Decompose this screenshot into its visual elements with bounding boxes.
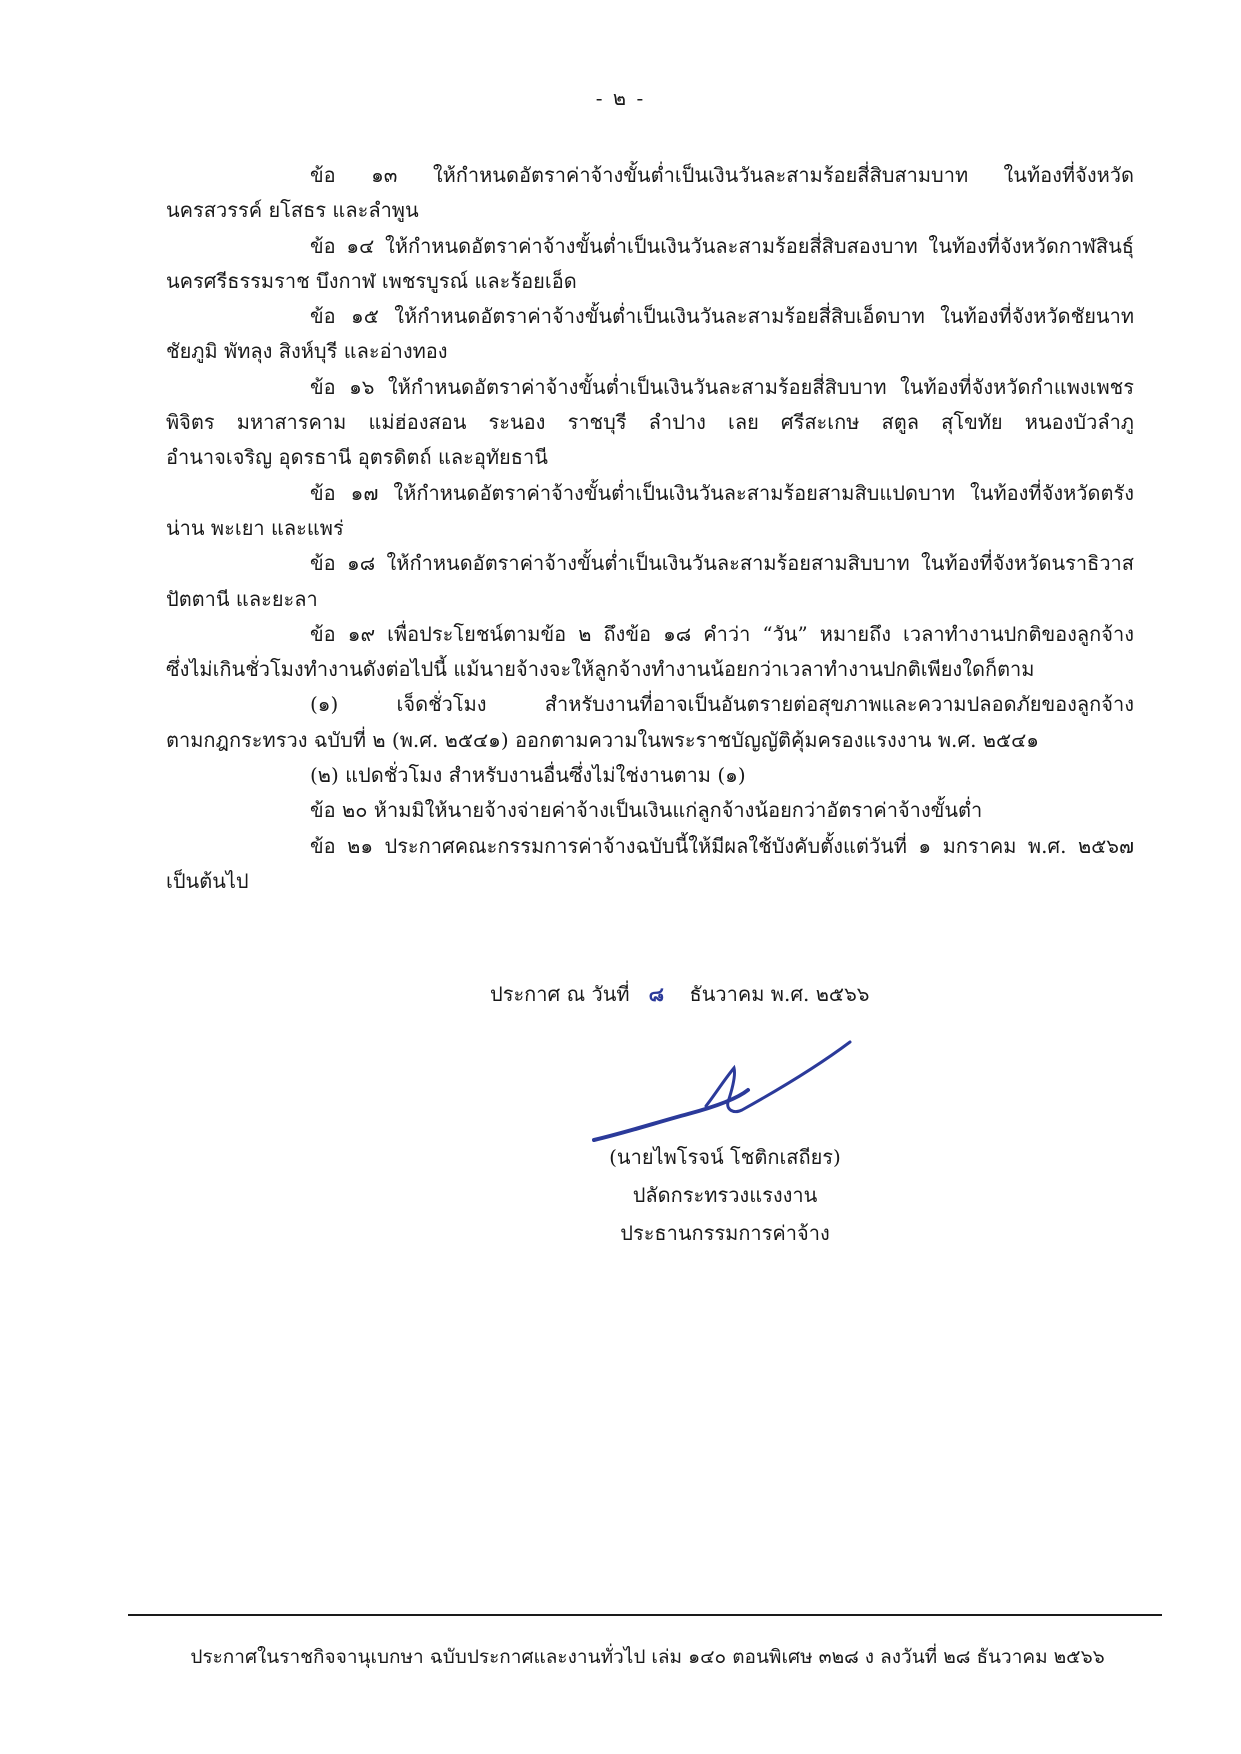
clause-15-line-1: ข้อ ๑๕ ให้กำหนดอัตราค่าจ้างขั้นต่ำเป็นเงินวันละสามร้อยสี่สิบเอ็ดบาท ในท้องที่จังหวัดชัยนาท bbox=[310, 304, 1134, 329]
clause-17-line-2: น่าน พะเยา และแพร่ bbox=[166, 515, 344, 540]
signatory-position-2: ประธานกรรมการค่าจ้าง bbox=[620, 1221, 830, 1245]
signatory-block bbox=[560, 1138, 890, 1252]
page-number: - ๒ - bbox=[595, 86, 646, 110]
announcement-date bbox=[490, 978, 869, 1010]
clause-16-line-1: ข้อ ๑๖ ให้กำหนดอัตราค่าจ้างขั้นต่ำเป็นเงินวันละสามร้อยสี่สิบบาท ในท้องที่จังหวัดกำแพงเพชร bbox=[310, 374, 1134, 399]
clause-17-line-1: ข้อ ๑๗ ให้กำหนดอัตราค่าจ้างขั้นต่ำเป็นเงินวันละสามร้อยสามสิบแปดบาท ในท้องที่จังหวัดตรัง bbox=[310, 480, 1134, 505]
footer-gazette-reference: ประกาศในราชกิจจานุเบกษา ฉบับประกาศและงานทั่วไป เล่ม ๑๔๐ ตอนพิเศษ ๓๒๘ ง ลงวันที่ ๒๘ ธันวาคม ๒๕๖๖ bbox=[190, 1646, 1105, 1668]
date-suffix: ธันวาคม พ.ศ. ๒๕๖๖ bbox=[689, 982, 870, 1006]
signature-stroke-main bbox=[594, 1090, 748, 1140]
clause-21-line-1: ข้อ ๒๑ ประกาศคณะกรรมการค่าจ้างฉบับนี้ให้มีผลใช้บังคับตั้งแต่วันที่ ๑ มกราคม พ.ศ. ๒๕๖๗ bbox=[310, 833, 1134, 858]
footer-divider bbox=[128, 1614, 1162, 1616]
signature-stroke-loop bbox=[706, 1042, 850, 1112]
signatory-position-1: ปลัดกระทรวงแรงงาน bbox=[632, 1183, 818, 1207]
clause-16-line-2: พิจิตร มหาสารคาม แม่ฮ่องสอน ระนอง ราชบุรี ลำปาง เลย ศรีสะเกษ สตูล สุโขทัย หนองบัวลำภู bbox=[166, 410, 1134, 435]
clause-14-line-1: ข้อ ๑๔ ให้กำหนดอัตราค่าจ้างขั้นต่ำเป็นเงินวันละสามร้อยสี่สิบสองบาท ในท้องที่จังหวัดกาฬสินธุ์ bbox=[310, 233, 1134, 258]
clause-13-line-2: นครสวรรค์ ยโสธร และลำพูน bbox=[166, 198, 419, 223]
clause-15-line-2: ชัยภูมิ พัทลุง สิงห์บุรี และอ่างทอง bbox=[166, 339, 448, 364]
clause-21-line-2: เป็นต้นไป bbox=[166, 868, 249, 893]
clause-14-line-2: นครศรีธรรมราช บึงกาฬ เพชรบูรณ์ และร้อยเอ็ด bbox=[166, 268, 577, 293]
clause-19-line-2: ซึ่งไม่เกินชั่วโมงทำงานดังต่อไปนี้ แม้นายจ้างจะให้ลูกจ้างทำงานน้อยกว่าเวลาทำงานปกติเพียงใดก็ตาม bbox=[166, 657, 1035, 682]
date-day: ๘ bbox=[648, 982, 665, 1006]
clause-18-line-1: ข้อ ๑๘ ให้กำหนดอัตราค่าจ้างขั้นต่ำเป็นเงินวันละสามร้อยสามสิบบาท ในท้องที่จังหวัดนราธิวาส bbox=[310, 551, 1134, 576]
clause-16-line-3: อำนาจเจริญ อุดรธานี อุตรดิตถ์ และอุทัยธานี bbox=[166, 445, 548, 470]
clause-19-item-1-line-1: (๑) เจ็ดชั่วโมง สำหรับงานที่อาจเป็นอันตรายต่อสุขภาพและความปลอดภัยของลูกจ้าง bbox=[310, 692, 1134, 717]
signatory-name: (นายไพโรจน์ โชติกเสถียร) bbox=[609, 1145, 841, 1169]
clause-19-item-1-line-2: ตามกฎกระทรวง ฉบับที่ ๒ (พ.ศ. ๒๕๔๑) ออกตามความในพระราชบัญญัติคุ้มครองแรงงาน พ.ศ. ๒๕๔๑ bbox=[166, 727, 1039, 752]
clause-19-line-1: ข้อ ๑๙ เพื่อประโยชน์ตามข้อ ๒ ถึงข้อ ๑๘ คำว่า “วัน” หมายถึง เวลาทำงานปกติของลูกจ้าง bbox=[310, 621, 1134, 646]
document-body bbox=[166, 158, 1134, 899]
clause-18-line-2: ปัตตานี และยะลา bbox=[166, 586, 318, 611]
date-prefix: ประกาศ ณ วันที่ bbox=[490, 982, 630, 1006]
handwritten-signature bbox=[588, 1040, 858, 1150]
clause-20: ข้อ ๒๐ ห้ามมิให้นายจ้างจ่ายค่าจ้างเป็นเงินแก่ลูกจ้างน้อยกว่าอัตราค่าจ้างขั้นต่ำ bbox=[310, 798, 983, 823]
clause-13-line-1: ข้อ ๑๓ ให้กำหนดอัตราค่าจ้างขั้นต่ำเป็นเงินวันละสามร้อยสี่สิบสามบาท ในท้องที่จังหวัด bbox=[310, 163, 1134, 187]
clause-19-item-2: (๒) แปดชั่วโมง สำหรับงานอื่นซึ่งไม่ใช่งานตาม (๑) bbox=[310, 763, 746, 788]
